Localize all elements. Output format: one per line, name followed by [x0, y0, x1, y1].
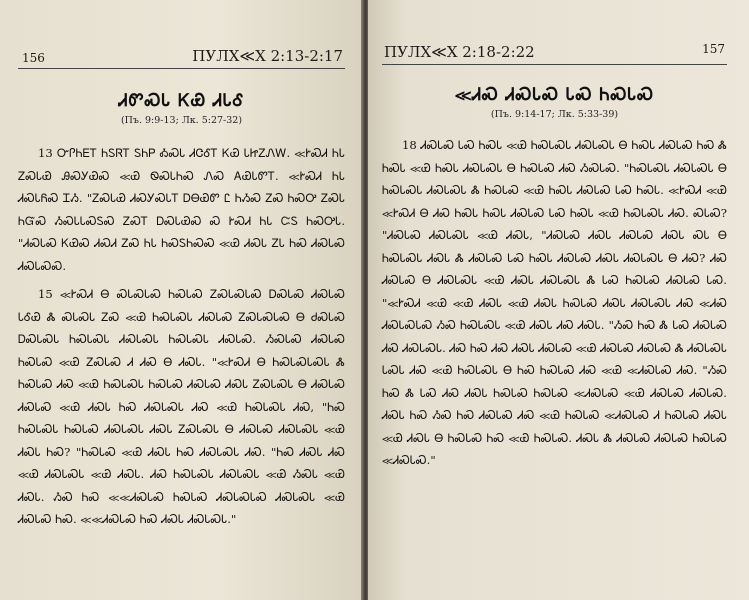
- paragraph: 18 ᏗᏍᏓᏍ ᏓᏍ ᏂᏍᏓ ≪Ꮿ ᏂᏍᏓᏍᏓ ᏗᏍᏓᏍᏓ Ꮎ ᏂᏍᏓ ᏗᏍᏓᏍ ᏂᏍ Ꮬ ᏂᏍᏓ ≪Ꮿ ᏂᏍᏓ ᏗᏍᏓᏍᏓ Ꮎ ᏂᏍᏓᏍ ᏗᏍ ᏱᏍᏓᏍ. "ᏂᏍᏓᏍᏓ ᏗᏍᏓᏍᏓ Ꮎ ᏂᏍᏓᏍᏓ ᏗᏍᏓᏍᏓ Ꮬ ᏂᏍᏓᏍ ≪Ꮿ ᏂᏍᏓ ᏗᏍᏓᏍ ᏓᏍ ᏂᏍᏓ. ≪ᎨᏍᏗ ≪Ꮿ ≪ᎨᏍᏗ Ꮎ ᏗᏍ ᏂᏍᏓ ᏂᏍᏓ ᏗᏍᏓᏍ ᏓᏍ ᏂᏍᏓ ≪Ꮿ ᏂᏍᏓᏍᏓ ᏗᏍ. ᏍᏓᏍ? "ᏗᏍᏓᏍ ᏗᏍᏓᏍᏓ ≪Ꮿ ᏗᏍᏓ, "ᏗᏍᏓᏍ ᏗᏍᏓ ᏗᏍᏓᏍ ᏗᏍᏓ ᏍᏓ Ꮎ ᏂᏍᏓᏍᏓ ᏗᏍᏓ Ꮬ ᏗᏍᏓᏍ ᏓᏍ ᏂᏍᏓ ᏗᏍᏓᏍ ᏗᏍᏓ ᏗᏍᏓᏍᏓ Ꮎ ᏗᏍ? ᏗᏍ ᏗᏍᏓᏍ Ꮎ ᏗᏍᏓᏍᏓ ≪Ꮿ ᏗᏍᏓ ᏗᏍᏓᏍᏓ Ꮬ ᏓᏍ ᏂᏍᏓᏍ ᏗᏍᏓᏍ ᏓᏍ. "≪ᎨᏍᏗ ≪Ꮿ ≪Ꮿ ᏗᏍᏓ ≪Ꮿ ᏗᏍᏓ ᏂᏍᏓᏍ ᏗᏍᏓ ᏗᏍᏓᏍᏓ ᏗᏍ ≪ᏗᏍ ᏗᏍᏓᏍᏓᏍ ᏱᏍ ᏂᏍᏓᏍᏓ ≪Ꮿ ᏗᏍᏓ ᏗᏍ ᏗᏍᏓ. "ᏱᏍ ᏂᏍ Ꮬ ᏓᏍ ᏗᏍᏓᏍ ᏗᏍ ᏗᏍᏓᏍᏓ. ᏗᏍ ᏂᏍ ᏗᏍ ᏗᏍᏓ ᏗᏍᏓᏍ ≪Ꮿ ᏗᏍᏓᏍ ᏗᏍᏓᏍ Ꮬ ᏗᏍᏓᏍᏓ ᏓᏍᏓ ᏗᏍ ≪Ꮿ ᏂᏍᏓᏍᏓ Ꮎ ᏂᏍ ᏂᏍᏓᏍ ᏗᏍ ≪Ꮿ ≪ᏗᏍᏓᏍ ᏗᏍ. "ᏱᏍ ᏂᏍ Ꮬ ᏓᏍ ᏗᏍ ᏗᏍᏓ ᏂᏍᏓᏍ ᏂᏍᏓᏍ ≪ᏗᏍᏓᏍ ≪Ꮿ ᏗᏍᏓᏍ ᏗᏍᏓᏍ. ᏗᏍᏓ ᏂᏍ ᏱᏍ ᏂᏍ ᏗᏍᏓᏍ ᏗᏍ ≪Ꮿ ᏂᏍᏓᏍ ≪ᏗᏍᏓᏍ Ꮧ ᏂᏍᏓᏍ ᏗᏍᏓ ≪Ꮿ ᏗᏍᏓ Ꮎ ᏂᏍᏓᏍ ᏂᏍ ≪Ꮿ ᏂᏍᏓᏍ. ᏗᏍᏓ Ꮬ ᏗᏍᏓᏍ ᏗᏍᏓᏍ ᏂᏍᏓᏍ ≪ᏗᏍᏓᏍ.": [382, 138, 727, 467]
- paragraph: 15 ≪ᎨᏍᏗ Ꮎ ᏍᏓᏍᏓᏍ ᏂᏍᏓᏍ ᏃᏍᏓᏍᏓᏍ ᎠᏍᏓᏍ ᏗᏍᏓᏍ ᏓᎴᏯ Ꮬ ᏍᏓᏍᏓ ᏃᏍ ≪Ꮿ ᏂᏍᏓᏍᏓ ᏗᏍᏓᏍ ᏃᏍᏓᏍᏓᏍ Ꮎ ᏧᏍᏓᏍ ᎠᏍᏓᏍᏓ ᏂᏍᏓᏍᏓ ᏗᏍᏓᏍᏓ ᏂᏍᏓᏍᏓ ᏗᏍᏓᏍ. ᏱᏍᏓᏍ ᏗᏍᏓᏍ ᏂᏍᏓᏍ ≪Ꮿ ᏃᏍᏓᏍ Ꮧ ᏗᏍ Ꮎ ᏗᏍᏓ. "≪ᎨᏍᏗ Ꮎ ᏂᏍᏓᏍᏓᏍᏓ Ꮬ ᏂᏍᏓᏍ ᏗᏍ ≪Ꮿ ᏂᏍᏓᏍᏓ ᏂᏍᏓᏍ ᏗᏍᏓᏍ ᏗᏍᏓ ᏃᏍᏓᏍᏓ Ꮎ ᏗᏍᏓᏍ ᏗᏍᏓᏍ ≪Ꮿ ᏗᏍᏓ ᏂᏍ ᏗᏍᏓᏍᏓ ᏗᏍ ≪Ꮿ ᏂᏍᏓᏍᏓ ᏗᏍ, "ᏂᏍ ᏂᏍᏓᏍᏓ ᏂᏍᏓᏍ ᏗᏍᏓᏍᏓ ᏗᏍᏓ ᏃᏍᏓᏍᏓ Ꮎ ᏗᏍᏓᏍ ᏗᏍᏓᏍᏓ ≪Ꮿ ᏗᏍᏓ ᏂᏍ? "ᏂᏍᏓᏍ ≪Ꮿ ᏗᏍᏓ ᏂᏍ ᏗᏍᏓᏍᏓ ᏗᏍ. "ᏂᏍ ᏗᏍᏓ ᏗᏍ ≪Ꮿ ᏗᏍᏓᏍᏓ ≪Ꮿ ᏗᏍᏓ. ᏗᏍ ᏂᏍᏓᏍᏓ ᏗᏍᏓᏍᏓ ≪Ꮿ ᏱᏍᏓ ≪Ꮿ ᏗᏍᏓ. ᏱᏍ ᏂᏍ ≪≪ᏗᏍᏓᏍ ᏂᏍᏓᏍ ᏗᏍᏓᏍᏓᏍ ᏗᏍᏓᏍᏓ ≪Ꮿ ᏗᏍᏓᏍ ᏂᏍ. ≪≪ᏗᏍᏓᏍ ᏂᏍ ᏗᏍᏓ ᏗᏍᏓᏍᏓ.": [18, 287, 345, 526]
- section-heading: ≪ᏗᏍ ᏗᏍᏓᏍ ᏓᏍ ᏂᏍᏓᏍ: [454, 85, 655, 105]
- cross-reference: (Пъ. 9:14-17; Лк. 5:33-39): [490, 109, 619, 120]
- running-head-title: ПУЛХ≪Х 2:13-2:17: [192, 47, 343, 65]
- left-running-head: [18, 40, 345, 69]
- page-number: 157: [702, 42, 725, 56]
- page-body: [18, 142, 345, 531]
- paragraph: 13 ᏅᎵᏂᎬᎢ ᏂᏚᏒᎢ ᏚᏂᏢ ᎣᏍᏓ ᏗᏣᎴᎢ ᏦᏯ ᏓᏥᏃᏁᎳ. ≪ᎨᏍᏗ ᏂᏓ ᏃᏍᏓᏯ ᎯᏍᎩᏯᏍ ≪Ꮿ ᏫᏍᏓᏂᏍ ᏁᏍ ᎪᏯᏓᏛᎢ. ≪ᎨᏍᏗ ᏂᏓ ᏗᏍᏓᏲᏍ ᏆᏱ. "ᏃᏍᏓᏯ ᏗᏍᎩᏍᏓᎢ ᎠᎾᏯᏛ Ꮭ ᏂᏱᏍ ᏃᏍ ᏂᏍᎤ ᏃᏍᏓ ᏂᏳᏍ ᏱᏍᏓᏓᏍᏚᏍ ᏃᏍᎢ ᎠᏍᏓᏯᏍ Ꮝ ᎨᏍᏗ ᏂᏓ ᏨᏚ ᏂᏍᎤᏓ. "ᏗᏍᏓᏍ ᏦᏯᏍ ᏗᏍᏗ ᏃᏍ ᏂᏓ ᏂᏍᏚᏂᏍᏍ ≪Ꮿ ᏗᏍᏓ ᏃᏓ ᏂᏍ ᏗᏍᏓᏍ ᏗᏍᏓᏍᏍ.: [18, 146, 345, 273]
- right-page: [368, 0, 749, 600]
- left-page: [0, 0, 363, 600]
- section-heading: ᏗᏛᏍᏓ ᏦᏯ ᏗᏓᎴ: [118, 91, 245, 111]
- page-number: 156: [22, 51, 45, 65]
- running-head-title: ПУЛХ≪Х 2:18-2:22: [384, 43, 535, 61]
- page-body: [382, 134, 727, 472]
- right-running-head: [382, 36, 727, 65]
- cross-reference: (Пъ. 9:9-13; Лк. 5:27-32): [120, 115, 243, 126]
